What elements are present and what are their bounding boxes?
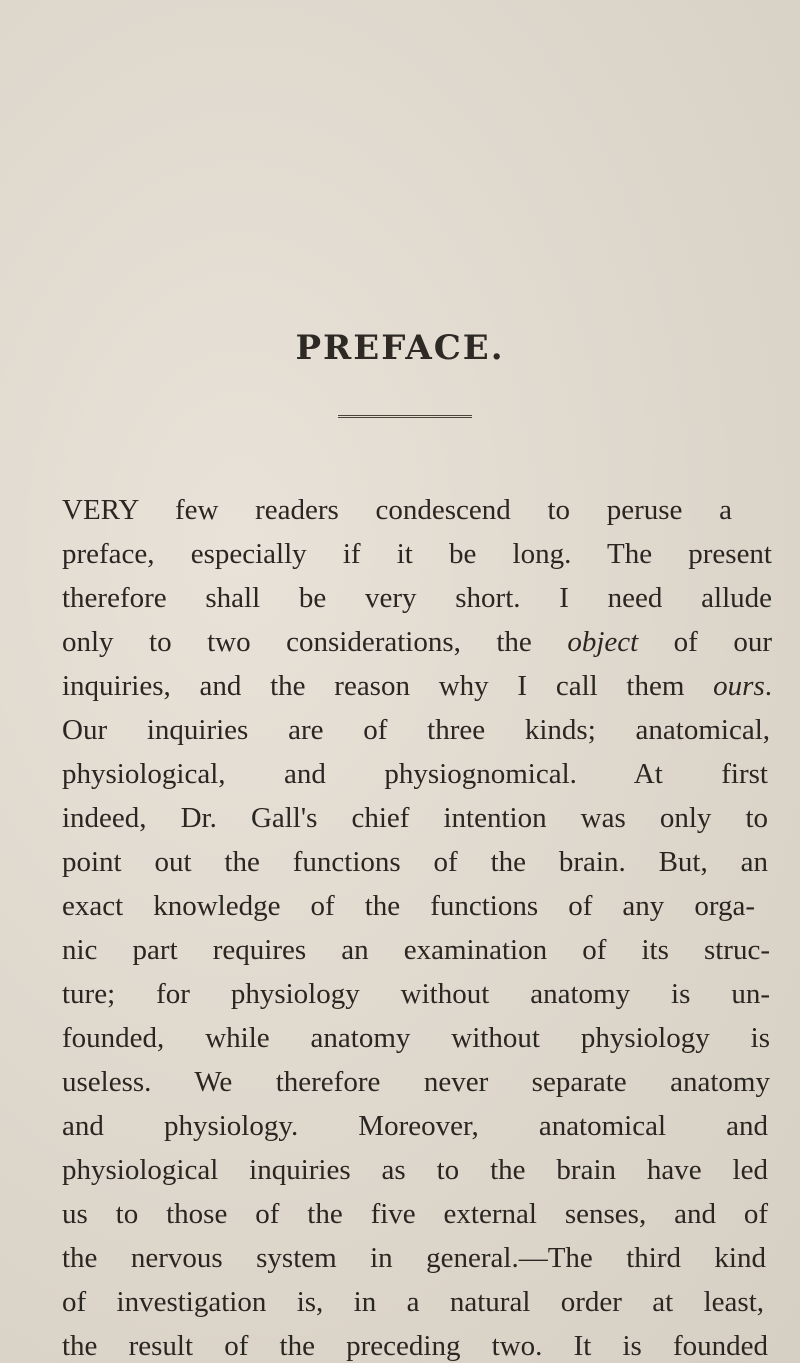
page-title: PREFACE. [295, 328, 505, 368]
text-line: the nervous system in general.—The third kind [62, 1242, 766, 1274]
text-line: only to two considerations, the object of our [62, 626, 772, 658]
text-line: and physiology. Moreover, anatomical and [62, 1110, 768, 1142]
text-line: indeed, Dr. Gall's chief intention was only to [62, 802, 768, 834]
text-line: VERY few readers condescend to peruse a [62, 494, 732, 526]
text-line: physiological inquiries as to the brain have led [62, 1154, 768, 1186]
text-line: founded, while anatomy without physiology is [62, 1022, 770, 1054]
text-line: of investigation is, in a natural order at least, [62, 1286, 764, 1318]
text-line: nic part requires an examination of its struc- [62, 934, 770, 966]
text-line: exact knowledge of the functions of any orga- [62, 890, 755, 922]
text-line: therefore shall be very short. I need allude [62, 582, 772, 614]
text-line: physiological, and physiognomical. At first [62, 758, 768, 790]
text-line: the result of the preceding two. It is founded [62, 1330, 768, 1362]
title-divider [338, 415, 472, 418]
text-line: Our inquiries are of three kinds; anatomical, [62, 714, 770, 746]
text-line: point out the functions of the brain. But, an [62, 846, 768, 878]
text-line: ture; for physiology without anatomy is un- [62, 978, 770, 1010]
text-line: preface, especially if it be long. The present [62, 538, 772, 570]
text-line: inquiries, and the reason why I call them ours. [62, 670, 772, 702]
text-line: us to those of the five external senses, and of [62, 1198, 768, 1230]
text-line: useless. We therefore never separate anatomy [62, 1066, 770, 1098]
